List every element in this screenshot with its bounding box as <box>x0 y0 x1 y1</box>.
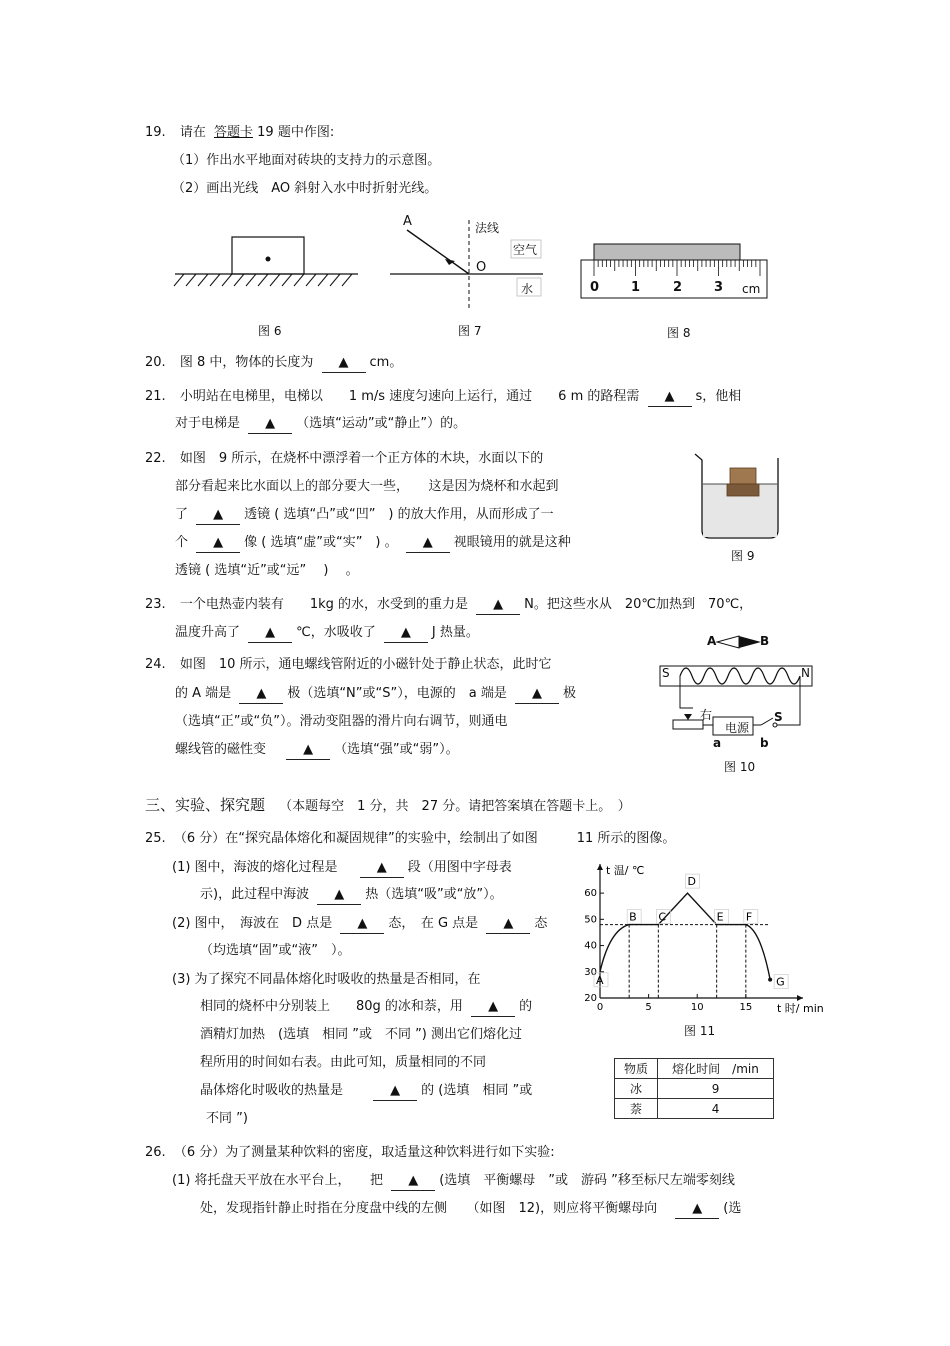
q24-line1: 24. 如图 10 所示，通电螺线管附近的小磁针处于静止状态，此时它 <box>145 657 552 672</box>
brick <box>232 237 304 274</box>
end-point <box>768 978 772 982</box>
table-cell: 9 <box>658 1079 774 1099</box>
q23-blank-heat[interactable]: ▲ <box>384 624 428 643</box>
q22-line4: 个 ▲ 像 ( 选填“虚”或“实” ) 。 ▲ 视眼镜用的就是这种 <box>175 534 571 553</box>
fig10-label-n: N <box>801 666 810 680</box>
caption-fig8: 图 8 <box>667 326 691 340</box>
answer-card-link: 答题卡 <box>213 125 253 140</box>
fig10-label-power: 电源 <box>725 721 750 735</box>
q25-intro: 25. （6 分）在“探究晶体熔化和凝固规律”的实验中，绘制出了如图 11 所示的图像。 <box>145 831 676 846</box>
q21-line1: 21. 小明站在电梯里，电梯以 1 m/s 速度匀速向上运行，通过 6 m 的路程需 ▲ s，他相 <box>145 388 741 407</box>
table-row <box>615 1099 774 1119</box>
q19-sub1: （1）作出水平地面对砖块的支持力的示意图。 <box>172 153 441 168</box>
q23-blank-temp[interactable]: ▲ <box>248 624 292 643</box>
x-tick-label: 0 <box>596 1002 604 1013</box>
q25-blank-state-d[interactable]: ▲ <box>340 915 384 934</box>
q25-p1: (1) 图中，海波的熔化过程是 ▲ 段（用图中字母表 <box>172 859 512 878</box>
q25-blank-heat[interactable]: ▲ <box>317 886 361 905</box>
caption-fig9: 图 9 <box>731 549 755 563</box>
x-axis-label: t 时/ min <box>777 1002 824 1015</box>
caption-fig7: 图 7 <box>458 324 482 338</box>
needle-b-half <box>739 636 761 648</box>
needle-a-half <box>717 636 739 648</box>
incident-ray <box>407 230 469 274</box>
point-label: E <box>716 910 724 924</box>
fig10-label-switch: S <box>774 710 783 724</box>
q26-p1-cont: 处，发现指针静止时指在分度盘中线的左侧 （如图 12)，则应将平衡螺母向 ▲ (选 <box>200 1200 741 1219</box>
measured-object <box>594 244 740 260</box>
fig10-label-b: B <box>760 634 770 648</box>
q25-p3-line6: 不同 ”) <box>206 1111 248 1126</box>
q26-blank-target[interactable]: ▲ <box>391 1172 435 1191</box>
figure-11-melting-chart <box>582 862 827 1022</box>
caption-fig11: 图 11 <box>684 1024 716 1038</box>
slider-arrow-icon <box>684 714 692 720</box>
q24-blank-terminal[interactable]: ▲ <box>515 685 559 704</box>
point-label: C <box>658 910 667 924</box>
q24-line3: （选填“正”或“负”）。滑动变阻器的滑片向右调节，则通电 <box>175 714 508 729</box>
figure-9-beaker <box>690 448 790 543</box>
q25-p3-line4: 程所用的时间如右表。由此可知，质量相同的不同 <box>200 1055 487 1070</box>
q25-p3-line2: 相同的烧杯中分别装上 80g 的冰和萘，用 ▲ 的 <box>200 998 532 1017</box>
label-o: O <box>476 260 487 275</box>
q24-line4: 螺线管的磁性变 ▲ （选填“强”或“弱”）。 <box>175 741 459 760</box>
fig10-label-pa: a <box>713 736 722 750</box>
table-cell: 4 <box>658 1099 774 1119</box>
q23-blank-weight[interactable]: ▲ <box>476 596 520 615</box>
chart-dashed-lines <box>600 925 769 998</box>
point-label: B <box>629 910 637 924</box>
q25-blank-lamp[interactable]: ▲ <box>471 998 515 1017</box>
q19-sub2: （2）画出光线 AO 斜射入水中时折射光线。 <box>172 181 438 196</box>
ruler-tick-0: 0 <box>590 280 600 295</box>
point-label: G <box>776 975 785 989</box>
fig10-label-right: 右 <box>700 708 713 722</box>
wood-block-above <box>730 468 756 484</box>
ground-hatch <box>174 274 352 286</box>
x-axis-arrow-icon <box>797 995 803 1001</box>
label-air: 空气 <box>513 243 538 257</box>
switch-blade <box>761 718 773 725</box>
q25-p1-cont: 示)，此过程中海波 ▲ 热（选填“吸”或“放”）。 <box>200 886 503 905</box>
q22-blank-lens[interactable]: ▲ <box>196 506 240 525</box>
figure-6-brick <box>170 232 360 292</box>
label-water: 水 <box>521 282 534 296</box>
q25-p2: (2) 图中， 海波在 D 点是 ▲ 态， 在 G 点是 ▲ 态 <box>172 915 547 934</box>
q21-blank-time[interactable]: ▲ <box>648 388 692 407</box>
x-tick-label: 10 <box>690 1002 704 1013</box>
chart-axes <box>597 864 803 1001</box>
ruler-unit: cm <box>742 282 761 296</box>
section3-title: 三、实验、探究题 <box>145 796 266 814</box>
q22-line1: 22. 如图 9 所示，在烧杯中漂浮着一个正方体的木块，水面以下的 <box>145 451 544 466</box>
q26-intro: 26. （6 分）为了测量某种饮料的密度，取适量这种饮料进行如下实验: <box>145 1145 555 1160</box>
y-axis-arrow-icon <box>597 864 603 870</box>
q25-blank-segment[interactable]: ▲ <box>360 859 404 878</box>
series-line <box>600 893 770 980</box>
y-tick-label: 20 <box>584 993 597 1004</box>
q21-blank-motion[interactable]: ▲ <box>248 415 292 434</box>
y-axis-label: t 温/ ℃ <box>606 864 645 877</box>
q26-p1: (1) 将托盘天平放在水平台上， 把 ▲ (选填 平衡螺母 ”或 游码 ”移至标尺左端零刻线 <box>172 1172 735 1191</box>
fig10-label-pb: b <box>760 736 769 750</box>
brick-center-dot <box>266 257 271 262</box>
q23-line2: 温度升高了 ▲ ℃，水吸收了 ▲ J 热量。 <box>175 624 479 643</box>
q20: 20. 图 8 中，物体的长度为 ▲ cm。 <box>145 354 402 373</box>
q20-answer-blank[interactable]: ▲ <box>322 354 366 373</box>
q25-p3-line1: (3) 为了探究不同晶体熔化时吸收的热量是否相同，在 <box>172 972 481 987</box>
q26-blank-direction[interactable]: ▲ <box>675 1200 719 1219</box>
ruler-tick-2: 2 <box>673 280 683 295</box>
x-tick-label: 5 <box>645 1002 652 1013</box>
q22-blank-image[interactable]: ▲ <box>196 534 240 553</box>
melting-time-table <box>614 1058 774 1119</box>
x-tick-label: 15 <box>739 1002 753 1013</box>
point-label: D <box>687 875 696 889</box>
q25-p3-line5: 晶体熔化时吸收的热量是 ▲ 的 (选填 相同 ”或 <box>200 1082 532 1101</box>
q23-line1: 23. 一个电热壶内装有 1kg 的水，水受到的重力是 ▲ N。把这些水从 20℃加热到 70℃， <box>145 596 752 615</box>
q19-line1: 19. 请在 答题卡 19 题中作图: <box>145 125 335 140</box>
q22-line3: 了 ▲ 透镜 ( 选填“凸”或“凹” ) 的放大作用，从而形成了一 <box>175 506 554 525</box>
q24-blank-magnetism[interactable]: ▲ <box>286 741 330 760</box>
caption-fig6: 图 6 <box>258 324 282 338</box>
y-tick-label: 40 <box>584 940 597 952</box>
table-cell: 冰 <box>615 1079 658 1099</box>
table-header-substance: 物质 <box>615 1059 658 1079</box>
q22-line2: 部分看起来比水面以上的部分要大一些， 这是因为烧杯和水起到 <box>175 479 559 494</box>
section3-heading: 三、实验、探究题 （本题每空 1 分，共 27 分。请把答案填在答题卡上。 ） <box>145 796 631 814</box>
ruler-tick-1: 1 <box>631 280 641 295</box>
q21-line2: 对于电梯是 ▲ （选填“运动”或“静止”）的。 <box>175 415 466 434</box>
table-cell: 萘 <box>615 1099 658 1119</box>
q25-p3-line3: 酒精灯加热 (选填 相同 ”或 不同 ”) 测出它们熔化过 <box>200 1027 523 1042</box>
q25-blank-state-g[interactable]: ▲ <box>486 915 530 934</box>
wood-block-below <box>727 484 759 496</box>
y-tick-label: 30 <box>584 966 597 978</box>
table-row <box>615 1079 774 1099</box>
y-tick-label: 60 <box>584 888 597 900</box>
q24-line2: 的 A 端是 ▲ 极（选填“N”或“S”），电源的 a 端是 ▲ 极 <box>175 685 576 704</box>
fig10-label-a: A <box>707 634 717 648</box>
label-a: A <box>403 214 412 229</box>
q25-p2-cont: （均选填“固”或“液” ）。 <box>200 943 351 958</box>
q22-line5: 透镜 ( 选填“近”或“远” ) 。 <box>175 563 359 578</box>
fig10-label-s: S <box>662 666 670 680</box>
label-normal: 法线 <box>475 221 500 235</box>
caption-fig10: 图 10 <box>724 760 756 774</box>
y-tick-label: 50 <box>584 914 597 926</box>
point-label: F <box>745 910 753 924</box>
q22-blank-sight[interactable]: ▲ <box>406 534 450 553</box>
table-header-row <box>615 1059 774 1079</box>
q24-blank-pole[interactable]: ▲ <box>239 685 283 704</box>
rheostat <box>673 720 703 729</box>
chart-labels <box>584 864 824 1015</box>
q25-blank-same[interactable]: ▲ <box>373 1082 417 1101</box>
table-header-time: 熔化时间 /min <box>658 1059 774 1079</box>
ruler-tick-3: 3 <box>714 280 724 295</box>
point-label: A <box>596 973 604 987</box>
